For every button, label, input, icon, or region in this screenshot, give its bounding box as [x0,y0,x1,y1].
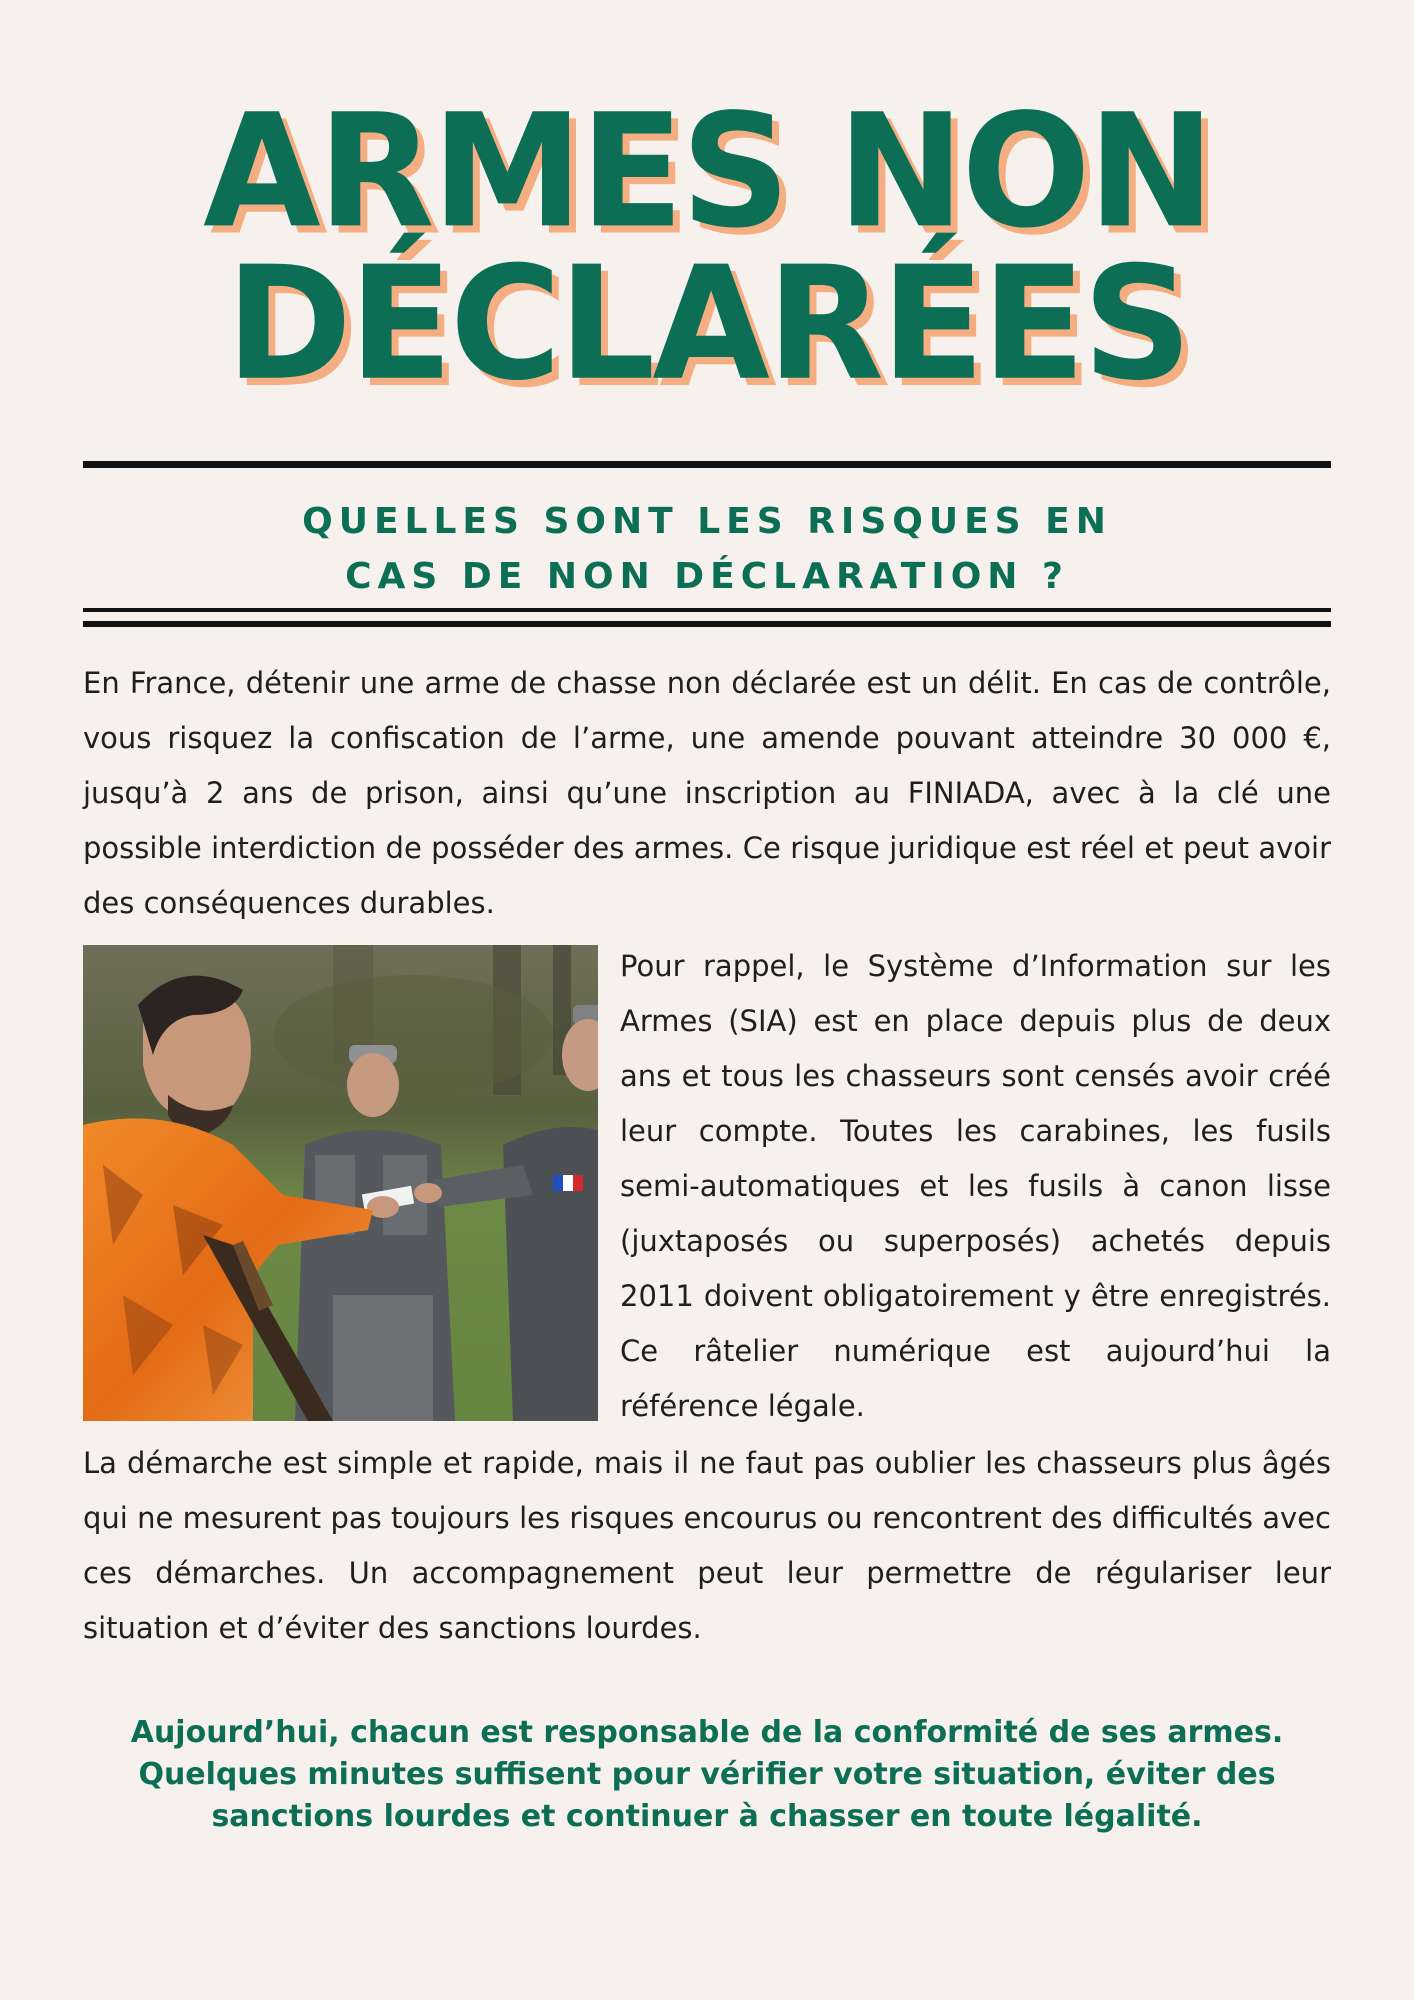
intro-paragraph: En France, détenir une arme de chasse non déclarée est un délit. En cas de contrôle, vous risquez la confiscation de l’arme, une amende pouvant atteindre 30 000 €, jusqu’à 2 ans de prison, ainsi qu’une inscription au FINIADA, avec à la clé une possible interdiction de posséder des armes. Ce risque juridique est réel et peut avoir des conséquences durables. [83,666,1331,920]
divider-top [83,461,1331,468]
divider-bottom-thick [83,621,1331,627]
conclusion-line-3: sanctions lourdes et continuer à chasser en toute légalité. [211,1799,1203,1834]
demarche-paragraph: La démarche est simple et rapide, mais il ne faut pas oublier les chasseurs plus âgés qui ne mesurent pas toujours les risques encourus ou rencontrent des difficultés avec ces démarches. Un accompagnement peut leur permettre de régulariser leur situation et d’éviter des sanctions lourdes. [83,1446,1331,1645]
subtitle-line-2: CAS DE NON DÉCLARATION ? [345,556,1069,597]
conclusion-line-1: Aujourd’hui, chacun est responsable de la conformité de ses armes. [130,1715,1284,1750]
subtitle [83,494,1331,604]
title-line-2: DÉCLARÉES [225,232,1190,415]
conclusion [83,1712,1331,1838]
title-line-1: ARMES NON [203,80,1212,263]
page-title [85,80,1330,415]
conclusion-line-2: Quelques minutes suffisent pour vérifier votre situation, éviter des [138,1757,1276,1792]
divider-bottom-thin [83,608,1331,612]
subtitle-line-1: QUELLES SONT LES RISQUES EN [302,501,1112,542]
sia-paragraph: Pour rappel, le Système d’Information sur les Armes (SIA) est en place depuis plus de deux ans et tous les chasseurs sont censés avoir créé leur compte. Toutes les carabines, les fusils semi-automatiques et les fusils à canon lisse (juxtaposés ou superposés) achetés depuis 2011 doivent obligatoirement y être enregistrés. Ce râtelier numérique est aujourd’hui la référence légale. [620,949,1331,1423]
hunter-control-photo [83,945,598,1421]
